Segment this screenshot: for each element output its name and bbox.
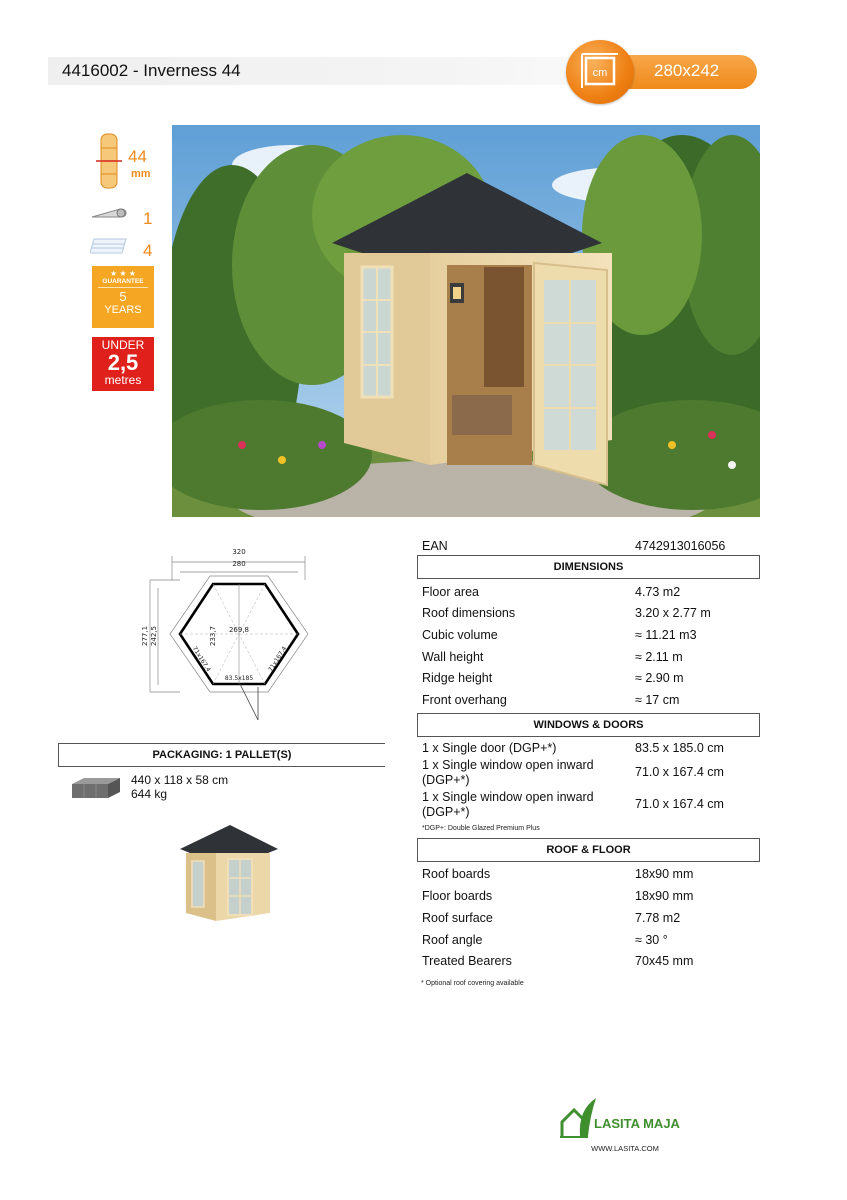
dimensions-header: DIMENSIONS	[417, 555, 760, 579]
plan-diagonal: 269,8	[228, 626, 250, 634]
product-title: 4416002 - Inverness 44	[62, 61, 241, 80]
spec-label: Roof dimensions	[422, 606, 516, 620]
lasita-maja-logo	[558, 1096, 688, 1156]
roof-label: Treated Bearers	[422, 954, 512, 968]
dgp-note: *DGP+: Double Glazed Premium Plus	[422, 825, 540, 832]
wall-log-icon	[95, 130, 123, 192]
packaging-header: PACKAGING: 1 PALLET(S)	[58, 743, 385, 767]
window-label: 1 x Single window open inward (DGP+*)	[422, 758, 594, 787]
roof-value: 7.78 m2	[635, 911, 681, 925]
roof-value: 18x90 mm	[635, 867, 694, 881]
brand-url: WWW.LASITA.COM	[591, 1144, 659, 1153]
roof-label: Roof angle	[422, 933, 483, 947]
pallet-icon	[70, 776, 122, 800]
wall-unit: mm	[131, 168, 151, 180]
guarantee-years: 5	[119, 289, 127, 304]
window-label: 1 x Single window open inward (DGP+*)	[422, 790, 594, 819]
guarantee-badge	[92, 266, 154, 328]
wall-thickness: 44	[128, 147, 147, 166]
spec-label: Ridge height	[422, 671, 493, 685]
roof-roll-icon	[90, 203, 128, 221]
plan-door: 83.5x185	[224, 675, 254, 682]
floor-count: 4	[143, 241, 153, 260]
packaging-info	[131, 773, 228, 801]
height-badge	[92, 337, 154, 391]
spec-value: 4.73 m2	[635, 585, 681, 599]
spec-value: ≈ 2.90 m	[635, 671, 684, 685]
height-under: UNDER	[101, 338, 145, 352]
spec-label: Cubic volume	[422, 628, 498, 642]
roof-note: * Optional roof covering available	[421, 980, 524, 987]
floor-boards-icon	[90, 235, 130, 257]
plan-window-left: 71x167,4	[190, 645, 212, 674]
window-value: 71.0 x 167.4 cm	[635, 765, 724, 779]
guarantee-years-label: YEARS	[104, 304, 142, 316]
roof-label: Roof boards	[422, 867, 491, 881]
spec-value: ≈ 11.21 m3	[635, 628, 697, 642]
plan-inner-depth: 242,5	[150, 625, 158, 647]
height-value: 2,5	[107, 350, 139, 375]
roof-count: 1	[143, 209, 153, 228]
spec-value: 3.20 x 2.77 m	[635, 606, 711, 620]
roof-value: 18x90 mm	[635, 889, 694, 903]
plan-outer-depth: 277,1	[141, 625, 149, 647]
ean-value: 4742913016056	[635, 539, 726, 553]
plan-inner-a: 233,7	[209, 625, 217, 647]
cm-ruler-icon	[566, 40, 634, 104]
spec-value: ≈ 2.11 m	[635, 650, 683, 664]
spec-label: Wall height	[422, 650, 484, 664]
guarantee-label: GUARANTEE	[102, 278, 144, 285]
window-value: 83.5 x 185.0 cm	[635, 741, 724, 755]
spec-label: Front overhang	[422, 693, 507, 707]
roof-floor-header: ROOF & FLOOR	[417, 838, 760, 862]
roof-label: Floor boards	[422, 889, 493, 903]
brand-name: LASITA MAJA	[594, 1116, 680, 1131]
plan-inner-width: 280	[232, 560, 246, 568]
packaging-dimensions: 440 x 118 x 58 cm	[131, 773, 229, 787]
window-label: 1 x Single door (DGP+*)	[422, 741, 557, 755]
product-photo	[172, 125, 760, 517]
window-value: 71.0 x 167.4 cm	[635, 797, 724, 811]
product-thumbnail	[178, 823, 280, 925]
roof-value: 70x45 mm	[635, 954, 694, 968]
cm-label: cm	[592, 67, 608, 79]
floor-plan-diagram	[140, 542, 320, 727]
spec-value: ≈ 17 cm	[635, 693, 680, 707]
plan-window-right: 71x167,4	[267, 645, 289, 674]
spec-label: Floor area	[422, 585, 479, 599]
height-unit: metres	[104, 373, 142, 387]
star-icons: ★ ★ ★	[110, 269, 136, 278]
roof-value: ≈ 30 °	[635, 933, 668, 947]
roof-label: Roof surface	[422, 911, 493, 925]
size-badge-text: 280x242	[654, 61, 720, 80]
packaging-weight: 644 kg	[131, 787, 168, 801]
plan-outer-width: 320	[232, 548, 246, 556]
ean-label: EAN	[422, 539, 448, 553]
windows-header: WINDOWS & DOORS	[417, 713, 760, 737]
